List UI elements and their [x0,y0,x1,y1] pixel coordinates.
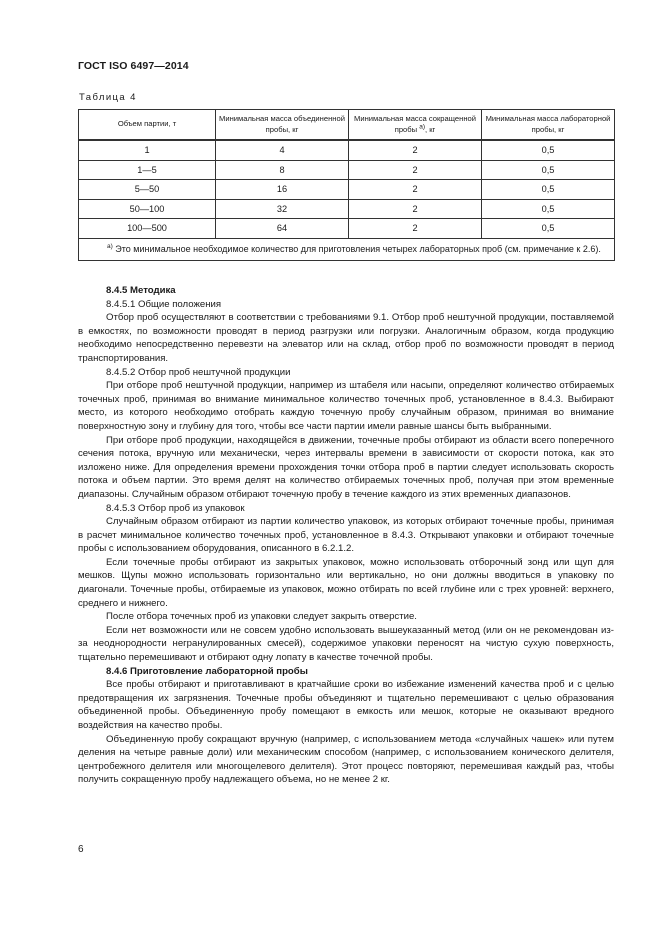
body-text [78,284,614,787]
table-cell: 50—100 [79,199,216,219]
table-cell: 0,5 [482,199,615,219]
table-cell: 2 [349,180,482,200]
paragraph: При отборе проб продукции, находящейся в движении, точечные пробы отбирают из области всего поперечного сечения потока, вручную или механически, через интервалы времени в зависимости от скорости потока, как это изложено ниже. Для определения времени прохождения точки отбора проб в партии следует использовать скорость потока и объем партии. Это время делят на количество отбираемых точечных проб, получая при этом временные диапазоны. Случайным образом отбирают точечную пробу в течение каждого из этих временных диапазонов. [78,434,614,500]
col-header-lab-sample: Минимальная масса лабораторной пробы, кг [482,110,615,141]
table-cell: 1 [79,140,216,160]
paragraph: Случайным образом отбирают из партии количество упаковок, из которых отбирают точечные пробы, принимая в расчет минимальное количество точечных проб, установленное в 8.4.3. Открывают упаковки и отбирают точечные пробы с использованием оборудования, описанного в 6.2.1.2. [78,516,614,555]
table-cell: 1—5 [79,160,216,180]
table-cell: 2 [349,140,482,160]
col-header-lot-volume: Объем партии, т [79,110,216,141]
paragraph: Объединенную пробу сокращают вручную (например, с использованием метода «случайных чашек» или путем деления на четыре равные доли) или механическим способом (например, с использованием конического делителя, центробежного делителя или многощелевого делителя). Этот процесс повторяют, перемешивая каждый раз, чтобы получить сокращенную пробу надлежащего объема, но не менее 2 кг. [78,733,614,786]
table-cell: 2 [349,219,482,239]
subsection-heading: 8.4.5.3 Отбор проб из упаковок [106,502,245,514]
table-cell: 2 [349,160,482,180]
table-row [79,160,615,180]
paragraph: Если точечные пробы отбирают из закрытых упаковок, можно использовать отборочный зонд или щуп для мешков. Щупы можно использовать горизонтально или вертикально, но они должны вводиться в упаковку по диагонали. Точечные пробы, отбираемые из упаковок, можно отбирать по всей глубине или с трех уровней: верхнего, среднего и нижнего. [78,556,614,609]
section-heading: 8.4.5 Методика [106,285,176,296]
col-header-reduced-sample: Минимальная масса сокращенной пробы $^{а)}$, кг [349,110,482,141]
paragraph: Если нет возможности или не совсем удобно использовать вышеуказанный метод (или он не рекомендован из-за неоднородности негранулированных смесей), содержимое упаковки переносят на чистую сухую поверхность, тщательно перемешивают и отбирают одну лопату в качестве точечной пробы. [78,624,614,664]
table-cell: 0,5 [482,160,615,180]
table-caption: Таблица 4 [79,92,137,103]
sampling-table [78,109,615,261]
table-cell: 32 [216,199,349,219]
table-cell: 64 [216,219,349,239]
page-number: 6 [78,844,84,855]
table-cell: 0,5 [482,219,615,239]
paragraph: Все пробы отбирают и приготавливают в кратчайшие сроки во избежание изменений качества проб и с целью предотвращения их загрязнения. Точечные пробы объединяют и тщательно перемешивают с целью образования объединенной пробы. Объединенную пробу помещают в емкость или мешок, которые не оказывают вредного воздействия на качество пробы. [78,679,614,731]
col-header-combined-sample: Минимальная масса объединенной пробы, кг [216,110,349,141]
table-body [79,140,615,238]
table-cell: 4 [216,140,349,160]
table-cell: 2 [349,199,482,219]
table-cell: 100—500 [79,219,216,239]
table-cell: 8 [216,160,349,180]
table-row [79,199,615,219]
table-row [79,219,615,239]
table-header-row [79,110,615,141]
document-header: ГОСТ ISO 6497—2014 [78,60,189,72]
table-cell: 0,5 [482,140,615,160]
section-heading: 8.4.6 Приготовление лабораторной пробы [106,665,308,677]
table-row [79,180,615,200]
table-row [79,140,615,160]
footnote-mark: а) [419,122,425,130]
table-footnote-row [79,238,615,261]
subsection-heading: 8.4.5.2 Отбор проб нештучной продукции [106,366,291,378]
table-cell: 16 [216,180,349,200]
paragraph: После отбора точечных проб из упаковки следует закрыть отверстие. [106,611,417,623]
paragraph: При отборе проб нештучной продукции, например из штабеля или насыпи, определяют количество отбираемых точечных проб, принимая во внимание минимальное количество точечных проб, установленное в 8.4.3. Выбирают место, из которого необходимо отобрать каждую точечную пробу случайным образом, принимая во внимание поверхностную зону и глубину для того, чтобы все части партии имели равные шансы быть выбранными. [78,380,614,432]
table-footnote: $^{а)}$ Это минимальное необходимое количество для приготовления четырех лабораторных проб (см. примечание к 2.6). [79,238,615,261]
table-cell: 5—50 [79,180,216,200]
subsection-heading: 8.4.5.1 Общие положения [106,298,222,310]
table-cell: 0,5 [482,180,615,200]
paragraph: Отбор проб осуществляют в соответствии с требованиями 9.1. Отбор проб нештучной продукции, поставляемой в емкостях, по возможности проводят в период разгрузки или погрузки. Аналогичным образом, когда продукцию необходимо непосредственно перевезти на элеватор или на склад, отбор проб по возможности проводят в период транспортирования. [78,312,614,364]
